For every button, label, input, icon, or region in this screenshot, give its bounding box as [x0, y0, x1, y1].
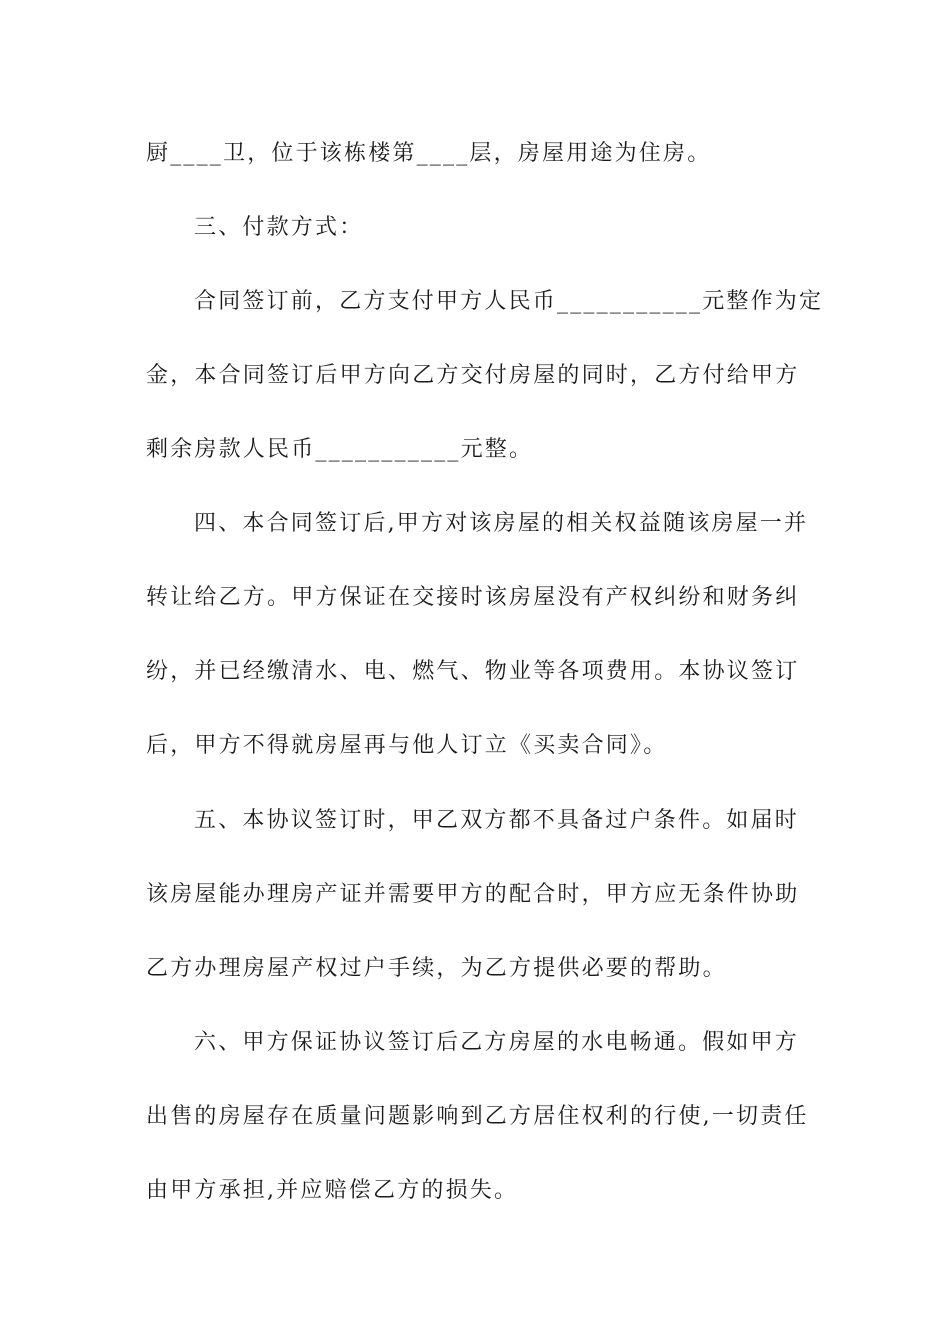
- text-line: 由甲方承担,并应赔偿乙方的损失。: [146, 1178, 519, 1203]
- text-line: 合同签订前，乙方支付甲方人民币___________元整作为定: [194, 289, 824, 314]
- clause-five-line: 五、本协议签订时，甲乙双方都不具备过户条件。如届时: [194, 808, 800, 833]
- text-line: 厨____卫，位于该栋楼第____层，房屋用途为住房。: [146, 141, 712, 166]
- clause-four-line: 四、本合同签订后,甲方对该房屋的相关权益随该房屋一并: [194, 511, 809, 536]
- text-line: 转让给乙方。甲方保证在交接时该房屋没有产权纠纷和财务纠: [146, 585, 800, 610]
- text-line: 出售的房屋存在质量问题影响到乙方居住权利的行使,一切责任: [146, 1104, 809, 1129]
- section-heading-payment: 三、付款方式：: [194, 215, 364, 240]
- text-line: 后，甲方不得就房屋再与他人订立《买卖合同》。: [146, 733, 668, 758]
- text-line: 剩余房款人民币___________元整。: [146, 437, 534, 462]
- text-line: 纷，并已经缴清水、电、燃气、物业等各项费用。本协议签订: [146, 659, 800, 684]
- text-line: 乙方办理房屋产权过户手续，为乙方提供必要的帮助。: [146, 956, 727, 981]
- clause-six-line: 六、甲方保证协议签订后乙方房屋的水电畅通。假如甲方: [194, 1030, 800, 1055]
- text-line: 该房屋能办理房产证并需要甲方的配合时，甲方应无条件协助: [146, 882, 800, 907]
- text-line: 金，本合同签订后甲方向乙方交付房屋的同时，乙方付给甲方: [146, 363, 800, 388]
